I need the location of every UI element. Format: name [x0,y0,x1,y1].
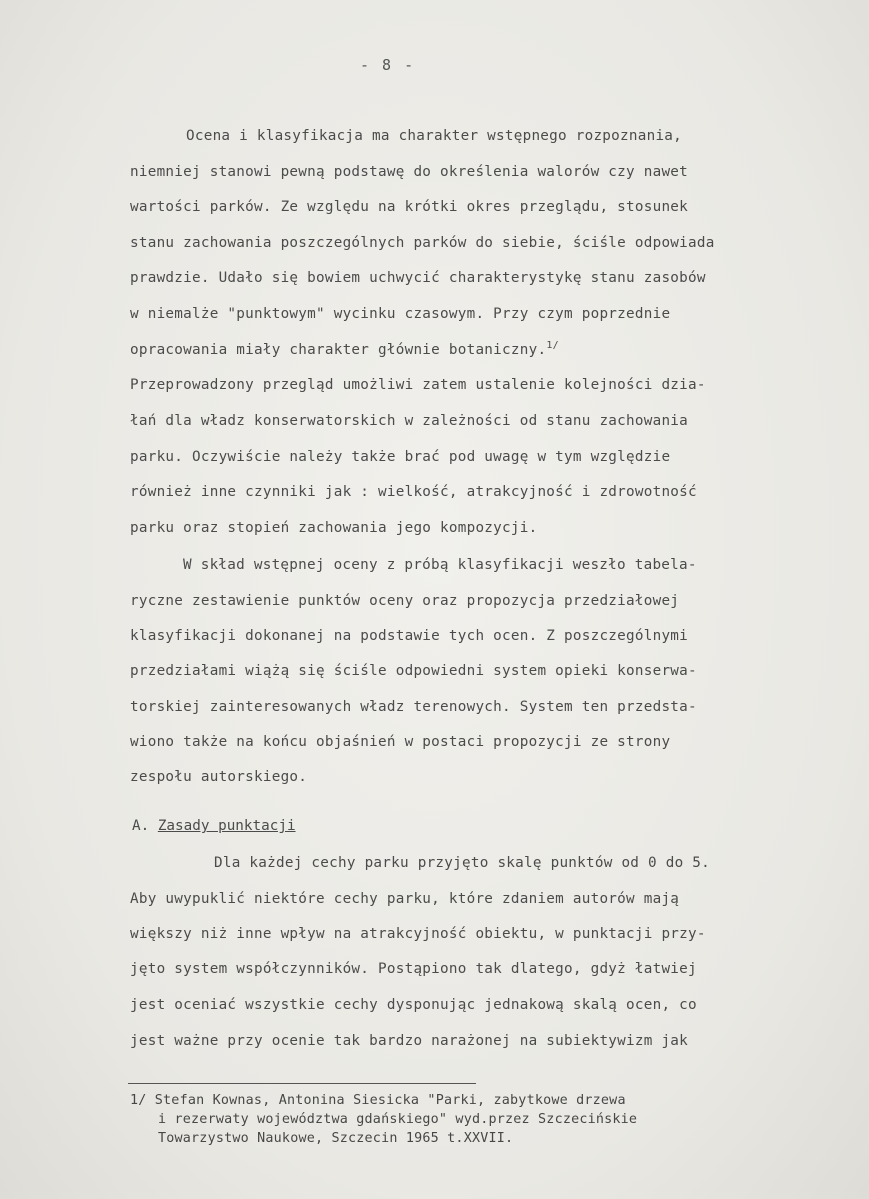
paragraph-line: W skład wstępnej oceny z próbą klasyfikacji weszło tabela- [183,557,697,573]
paragraph-line: torskiej zainteresowanych władz terenowych. System ten przedsta- [130,699,697,715]
paragraph-line: jest oceniać wszystkie cechy dysponując jednakową skalą ocen, co [130,997,697,1013]
paragraph-line: zespołu autorskiego. [130,769,308,785]
section-letter: A. [132,818,150,834]
paragraph-line: Przeprowadzony przegląd umożliwi zatem ustalenie kolejności dzia- [130,377,706,393]
paragraph-line: jest ważne przy ocenie tak bardzo narażonej na subiektywizm jak [130,1033,689,1049]
paragraph-line: ryczne zestawienie punktów oceny oraz propozycja przedziałowej [130,593,680,609]
paragraph-line: klasyfikacji dokonanej na podstawie tych ocen. Z poszczególnymi [130,628,689,644]
page-number: - 8 - [360,56,416,74]
paragraph-line: prawdzie. Udało się bowiem uchwycić charakterystykę stanu zasobów [130,270,706,286]
paragraph-line: stanu zachowania poszczególnych parków do siebie, ściśle odpowiada [130,235,715,251]
paragraph-line: przedziałami wiążą się ściśle odpowiedni system opieki konserwa- [130,663,697,679]
paragraph-line: Dla każdej cechy parku przyjęto skalę punktów od 0 do 5. [214,855,711,871]
footnote-divider [128,1083,476,1084]
paragraph-line: łań dla władz konserwatorskich w zależności od stanu zachowania [130,413,689,429]
footnote-line: Towarzystwo Naukowe, Szczecin 1965 t.XXVII. [158,1131,514,1146]
paragraph-line: parku oraz stopień zachowania jego kompozycji. [130,520,538,536]
footnote-reference: 1/ [546,340,559,351]
paragraph-line: Aby uwypuklić niektóre cechy parku, które zdaniem autorów mają [130,891,680,907]
paragraph-line: wiono także na końcu objaśnień w postaci propozycji ze strony [130,734,671,750]
paragraph-line: również inne czynniki jak : wielkość, atrakcyjność i zdrowotność [130,484,697,500]
footnote-line: i rezerwaty województwa gdańskiego" wyd.przez Szczecińskie [158,1112,638,1127]
paragraph-line: większy niż inne wpływ na atrakcyjność obiektu, w punktacji przy- [130,926,706,942]
section-title: Zasady punktacji [157,818,296,834]
paragraph-line: wartości parków. Ze względu na krótki okres przeglądu, stosunek [130,199,689,215]
paragraph-line: Ocena i klasyfikacja ma charakter wstępnego rozpoznania, [186,128,683,144]
footnote-line: 1/ Stefan Kownas, Antonina Siesicka "Parki, zabytkowe drzewa [130,1093,626,1108]
paragraph-line: parku. Oczywiście należy także brać pod uwagę w tym względzie [130,449,671,465]
paragraph-line: opracowania miały charakter głównie botaniczny.$^{1/}$ [130,340,559,358]
paragraph-line: niemniej stanowi pewną podstawę do określenia walorów czy nawet [130,164,689,180]
section-heading [132,818,296,834]
paragraph-line: w niemalże "punktowym" wycinku czasowym. Przy czym poprzednie [130,306,671,322]
paragraph-line: jęto system współczynników. Postąpiono tak dlatego, gdyż łatwiej [130,961,697,977]
